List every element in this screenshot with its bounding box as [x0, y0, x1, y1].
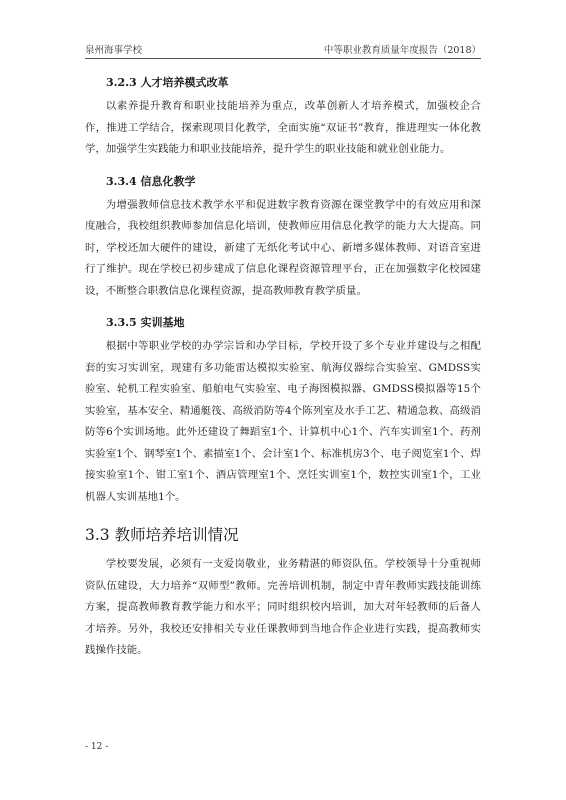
chapter-body-teacher-training: 学校要发展，必须有一支爱岗敬业，业务精湛的师资队伍。学校领导十分重视师资队伍建设，大力培养“双师型”教师。完善培训机制，制定中青年教师实践技能训练方案，提高教师教育教学能力和水平；同时组织校内培训，加大对年轻教师的后备人才培养。另外，我校还安排相关专业任课教师到当地合作企业进行实践，提高教师实践操作技能。 — [85, 558, 481, 656]
section-body-talent-training: 以素养提升教育和职业技能培养为重点，改革创新人才培养模式，加强校企合作，推进工学结合，探索现项目化教学，全面实施“双证书”教育，推进理实一体化教学，加强学生实践能力和职业技能培养，提升学生的职业技能和就业创业能力。 — [85, 100, 481, 155]
section-body-training-base: 根据中等职业学校的办学宗旨和办学目标，学校开设了多个专业并建设与之相配套的实习实训室，现建有多功能雷达模拟实验室、航海仪器综合实验室、GMDSS实验室、轮机工程实验室、船舶电气实验室、电子海图模拟器、GMDSS模拟器等15个实验室，基本安全、精通艇筏、高级消防等4个陈列室及水手工艺、精通急救、高级消防等6个实训场地。此外还建设了舞蹈室1个、计算机中心1个、汽车实训室1个、药剂实验室1个、钢琴室1个、素描室1个、会计室1个、标准机房3个、电子阅览室1个、焊接实验室1个、钳工室1个、酒店管理室1个、烹饪实训室1个，数控实训室1个，工业机器人实训基地1个。 — [85, 340, 481, 503]
section-heading-talent-training: 3.2.3 人才培养模式改革 — [106, 76, 229, 89]
chapter-heading-teacher-training: 3.3 教师培养培训情况 — [85, 526, 239, 544]
page-number: - 12 - — [85, 742, 109, 752]
section-body-it-teaching: 为增强教师信息技术教学水平和促进数字教育资源在课堂教学中的有效应用和深度融合，我校组织教师参加信息化培训，使教师应用信息化教学的能力大大提高。同时，学校还加大硬件的建设，新建了无纸化考试中心、新增多媒体教师、对语音室进行了维护。现在学校已初步建成了信息化课程资源管理平台，正在加强数字化校园建设，不断整合职教信息化课程资源，提高教师教育教学质量。 — [85, 198, 481, 297]
section-heading-training-base: 3.3.5 实训基地 — [106, 316, 185, 329]
header-school-name: 泉州海事学校 — [85, 45, 143, 56]
section-heading-it-teaching: 3.3.4 信息化教学 — [106, 174, 196, 188]
header-report-title: 中等职业教育质量年度报告（2018） — [323, 45, 481, 56]
page-header — [85, 40, 481, 56]
page-content — [85, 62, 481, 662]
header-divider — [85, 58, 481, 59]
